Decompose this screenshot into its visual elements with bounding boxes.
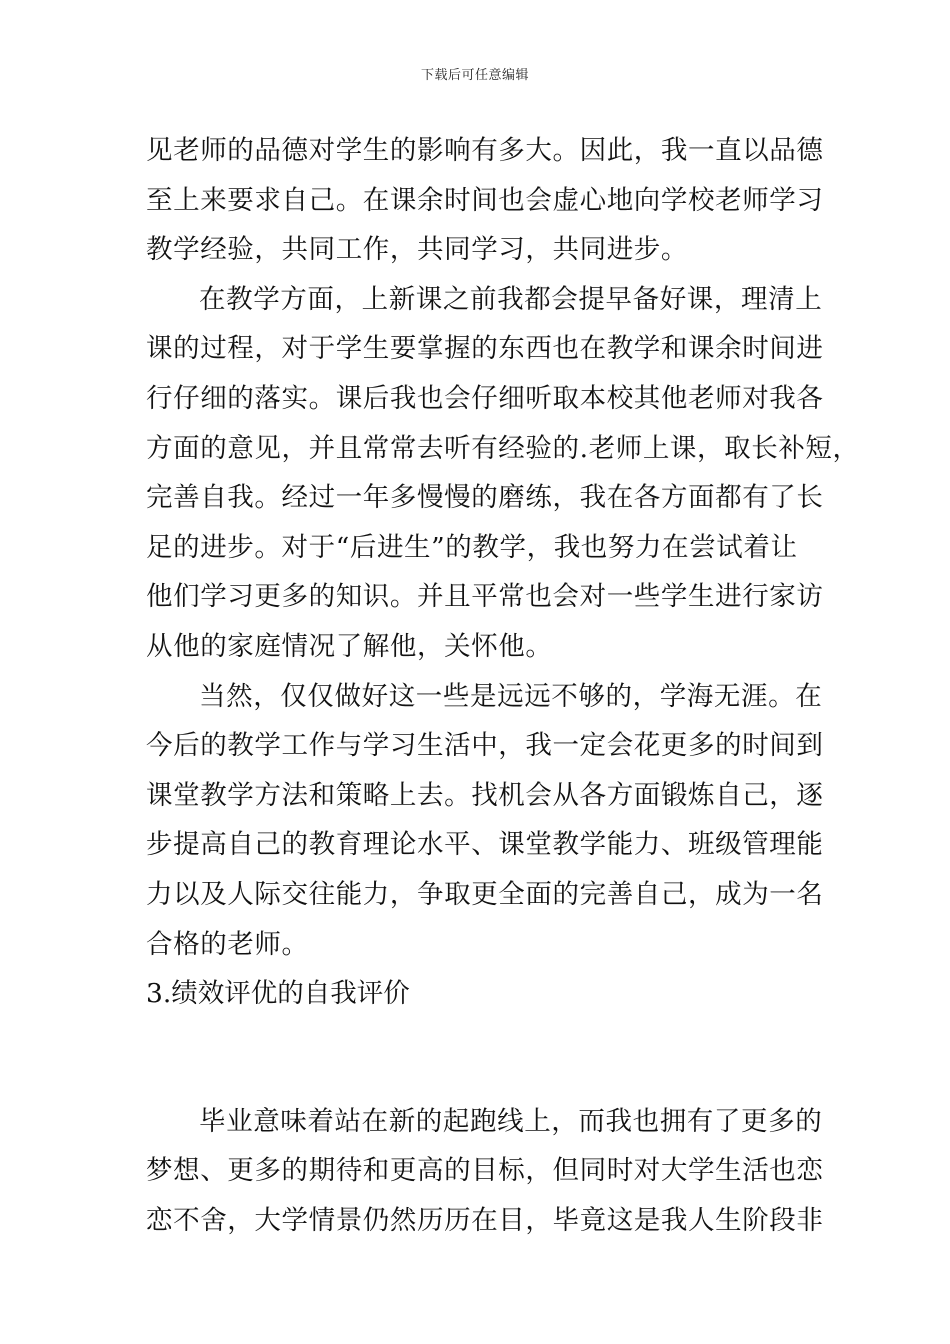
text-line: 课堂教学方法和策略上去。找机会从各方面锻炼自己，逐	[146, 779, 824, 811]
paragraph-start-line: 毕业意味着站在新的起跑线上，而我也拥有了更多的	[199, 1105, 823, 1137]
text-line: 力以及人际交往能力，争取更全面的完善自己，成为一名	[146, 878, 824, 910]
page-header: 下载后可任意编辑	[420, 68, 529, 83]
text-line: 课的过程，对于学生要掌握的东西也在教学和课余时间进	[146, 333, 824, 365]
text-line: 从他的家庭情况了解他，关怀他。	[146, 630, 553, 662]
text-line: 步提高自己的教育理论水平、课堂教学能力、班级管理能	[146, 829, 824, 861]
section-gap	[146, 1019, 826, 1097]
text-line: 方面的意见，并且常常去听有经验的.老师上课，取长补短，	[146, 432, 860, 464]
text-line: 见老师的品德对学生的影响有多大。因此，我一直以品德	[146, 135, 824, 166]
text-line: 合格的老师。	[146, 928, 309, 960]
text-line: 行仔细的落实。课后我也会仔细听取本校其他老师对我各	[146, 382, 824, 414]
section-heading: 3.绩效评优的自我评价	[146, 978, 410, 1010]
paragraph-start-line: 当然，仅仅做好这一些是远远不够的，学海无涯。在	[199, 680, 823, 712]
text-line: 至上来要求自己。在课余时间也会虚心地向学校老师学习	[146, 184, 824, 216]
text-line: 完善自我。经过一年多慢慢的磨练，我在各方面都有了长	[146, 482, 824, 514]
text-line: 梦想、更多的期待和更高的目标，但同时对大学生活也恋	[146, 1155, 824, 1187]
text-line: 恋不舍，大学情景仍然历历在目，毕竟这是我人生阶段非	[146, 1204, 824, 1236]
text-line: 教学经验，共同工作，共同学习，共同进步。	[146, 234, 688, 266]
text-line: 今后的教学工作与学习生活中，我一定会花更多的时间到	[146, 730, 824, 762]
text-line: 他们学习更多的知识。并且平常也会对一些学生进行家访	[146, 581, 824, 613]
document-body	[146, 126, 860, 1245]
text-line: 足的进步。对于“后进生”的教学，我也努力在尝试着让	[146, 531, 798, 563]
paragraph-start-line: 在教学方面，上新课之前我都会提早备好课，理清上	[199, 283, 823, 315]
